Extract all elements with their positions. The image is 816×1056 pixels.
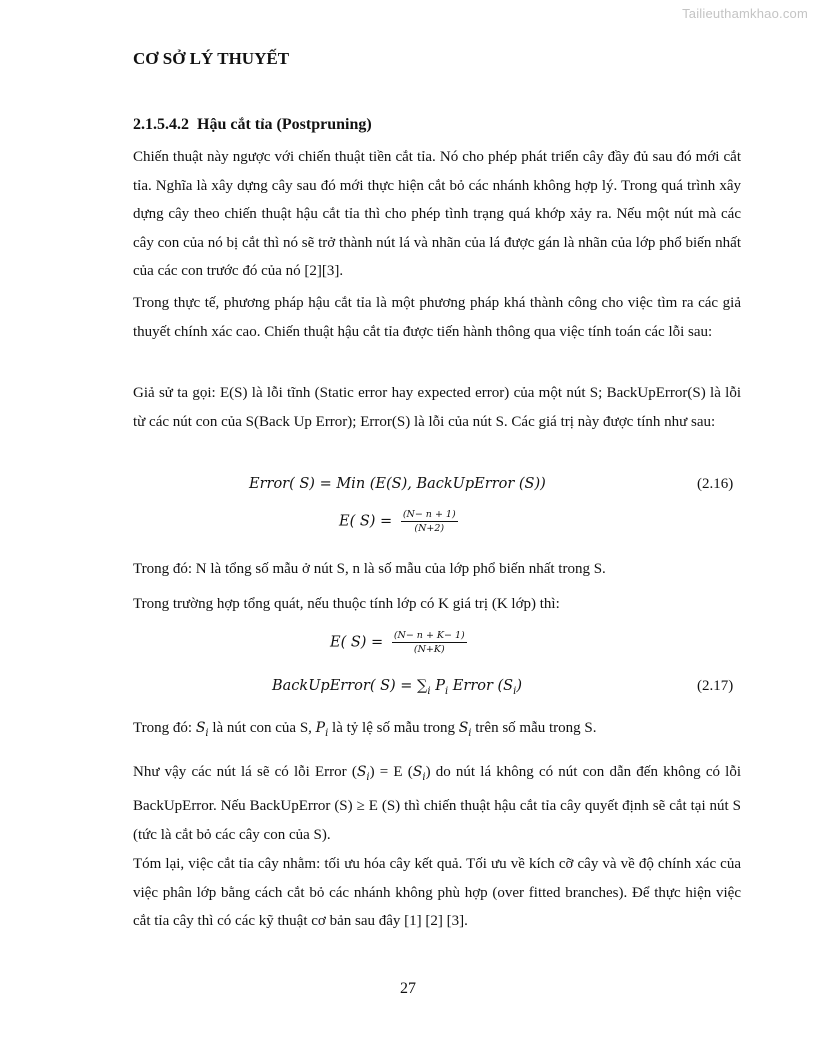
- s-index: i: [513, 685, 517, 697]
- equation-number-2-16: (2.16): [697, 476, 734, 492]
- symbol-s-i: $S_i$: [195, 720, 209, 739]
- section-number: 2.1.5.4.2: [133, 116, 189, 133]
- p7-text-b: ) = E (: [369, 764, 413, 780]
- paragraph-1: Chiến thuật này ngược với chiến thuật tiền cắt tỉa. Nó cho phép phát triển cây đầy đủ sau đó mới cắt tỉa. Nghĩa là xây dựng cây sau đó mới thực hiện cắt bỏ các nhánh không hợp lý. Trong quá trình xây dựng cây theo chiến thuật hậu cắt tỉa thì cho phép tình trạng quá khớp xảy ra. Nếu một nút mà các cây con của nó bị cắt thì nó sẽ trở thành nút lá và nhãn của lá được gán là nhãn của lớp phổ biến nhất của các con trước đó của nó [2][3].: [133, 149, 741, 279]
- equation-number-2-17: (2.17): [697, 678, 734, 694]
- fraction-numerator: (N− n + K− 1): [393, 630, 465, 641]
- p6-text-c: là tỷ lệ số mẫu trong: [332, 720, 455, 736]
- symbol-s-i: $S_i$: [412, 764, 426, 783]
- formula-lhs: E( S) =: [339, 513, 393, 530]
- formula-static-error: [339, 509, 458, 534]
- p6-text-d: trên số mẫu trong S.: [475, 720, 597, 736]
- page-title: CƠ SỞ LÝ THUYẾT: [133, 49, 290, 68]
- paragraph-3: Giả sử ta gọi: E(S) là lỗi tĩnh (Static error hay expected error) của một nút S; BackUpError(S) là lỗi từ các nút con của S(Back Up Error); Error(S) là lỗi của nút S. Các giá trị này được tính như sau:: [133, 385, 741, 430]
- paragraph-4: Trong đó: N là tổng số mẫu ở nút S, n là số mẫu của lớp phổ biến nhất trong S.: [133, 561, 606, 577]
- sum-index: i: [427, 685, 431, 697]
- fraction-denominator: (N+K): [413, 644, 445, 655]
- fraction: [392, 630, 467, 655]
- formula-rhs: Error (S: [452, 678, 514, 694]
- p6-text-a: Trong đó:: [133, 720, 193, 736]
- p6-text-b: là nút con của S,: [212, 720, 312, 736]
- formula-error: Error( S) = Min (E(S), BackUpError (S)): [249, 476, 546, 492]
- page-number: 27: [400, 980, 416, 997]
- paragraph-7: [133, 758, 741, 849]
- symbol-p: P: [435, 678, 445, 694]
- paragraph-2: Trong thực tế, phương pháp hậu cắt tỉa là một phương pháp khá thành công cho việc tìm ra các giả thuyết chính xác cao. Chiến thuật hậu cắt tỉa được tiến hành thông qua việc tính toán các lỗi sau:: [133, 295, 741, 340]
- section-heading: [133, 116, 372, 134]
- symbol-p-i: $P_i$: [315, 720, 329, 739]
- fraction-denominator: (N+2): [414, 523, 445, 534]
- symbol-s-i: $S_i$: [458, 720, 472, 739]
- fraction: [401, 509, 458, 534]
- fraction-numerator: (N− n + 1): [402, 509, 456, 520]
- formula-static-error-general: [330, 630, 467, 655]
- formula-lhs: BackUpError( S) = ∑: [272, 678, 428, 694]
- symbol-s-i: $S_i$: [356, 764, 370, 783]
- section-title: Hậu cắt tỉa (Postpruning): [197, 116, 372, 133]
- watermark: Tailieuthamkhao.com: [682, 6, 808, 21]
- formula-backup-error: [272, 678, 522, 697]
- formula-rhs-close: ): [516, 678, 522, 694]
- p7-text-c: ) do nút lá không có nút con dẫn đến không có lỗi BackUpError. Nếu BackUpError (S) ≥ E (S) thì chiến thuật hậu cắt tỉa cây quyết định sẽ cắt tại nút S (tức là cắt bỏ các cây con của S).: [133, 764, 741, 843]
- formula-lhs: E( S) =: [330, 634, 384, 651]
- paragraph-6: [133, 714, 741, 748]
- paragraph-8: Tóm lại, việc cắt tỉa cây nhằm: tối ưu hóa cây kết quả. Tối ưu về kích cỡ cây và về độ chính xác của việc phân lớp bằng cách cắt bỏ các nhánh không phù hợp (over fitted branches). Để thực hiện việc cắt tỉa cây thì có các kỹ thuật cơ bản sau đây [1] [2] [3].: [133, 856, 741, 929]
- paragraph-5: Trong trường hợp tổng quát, nếu thuộc tính lớp có K giá trị (K lớp) thì:: [133, 596, 560, 612]
- p7-text-a: Như vậy các nút lá sẽ có lỗi Error (: [133, 764, 357, 780]
- p-index: i: [444, 685, 449, 697]
